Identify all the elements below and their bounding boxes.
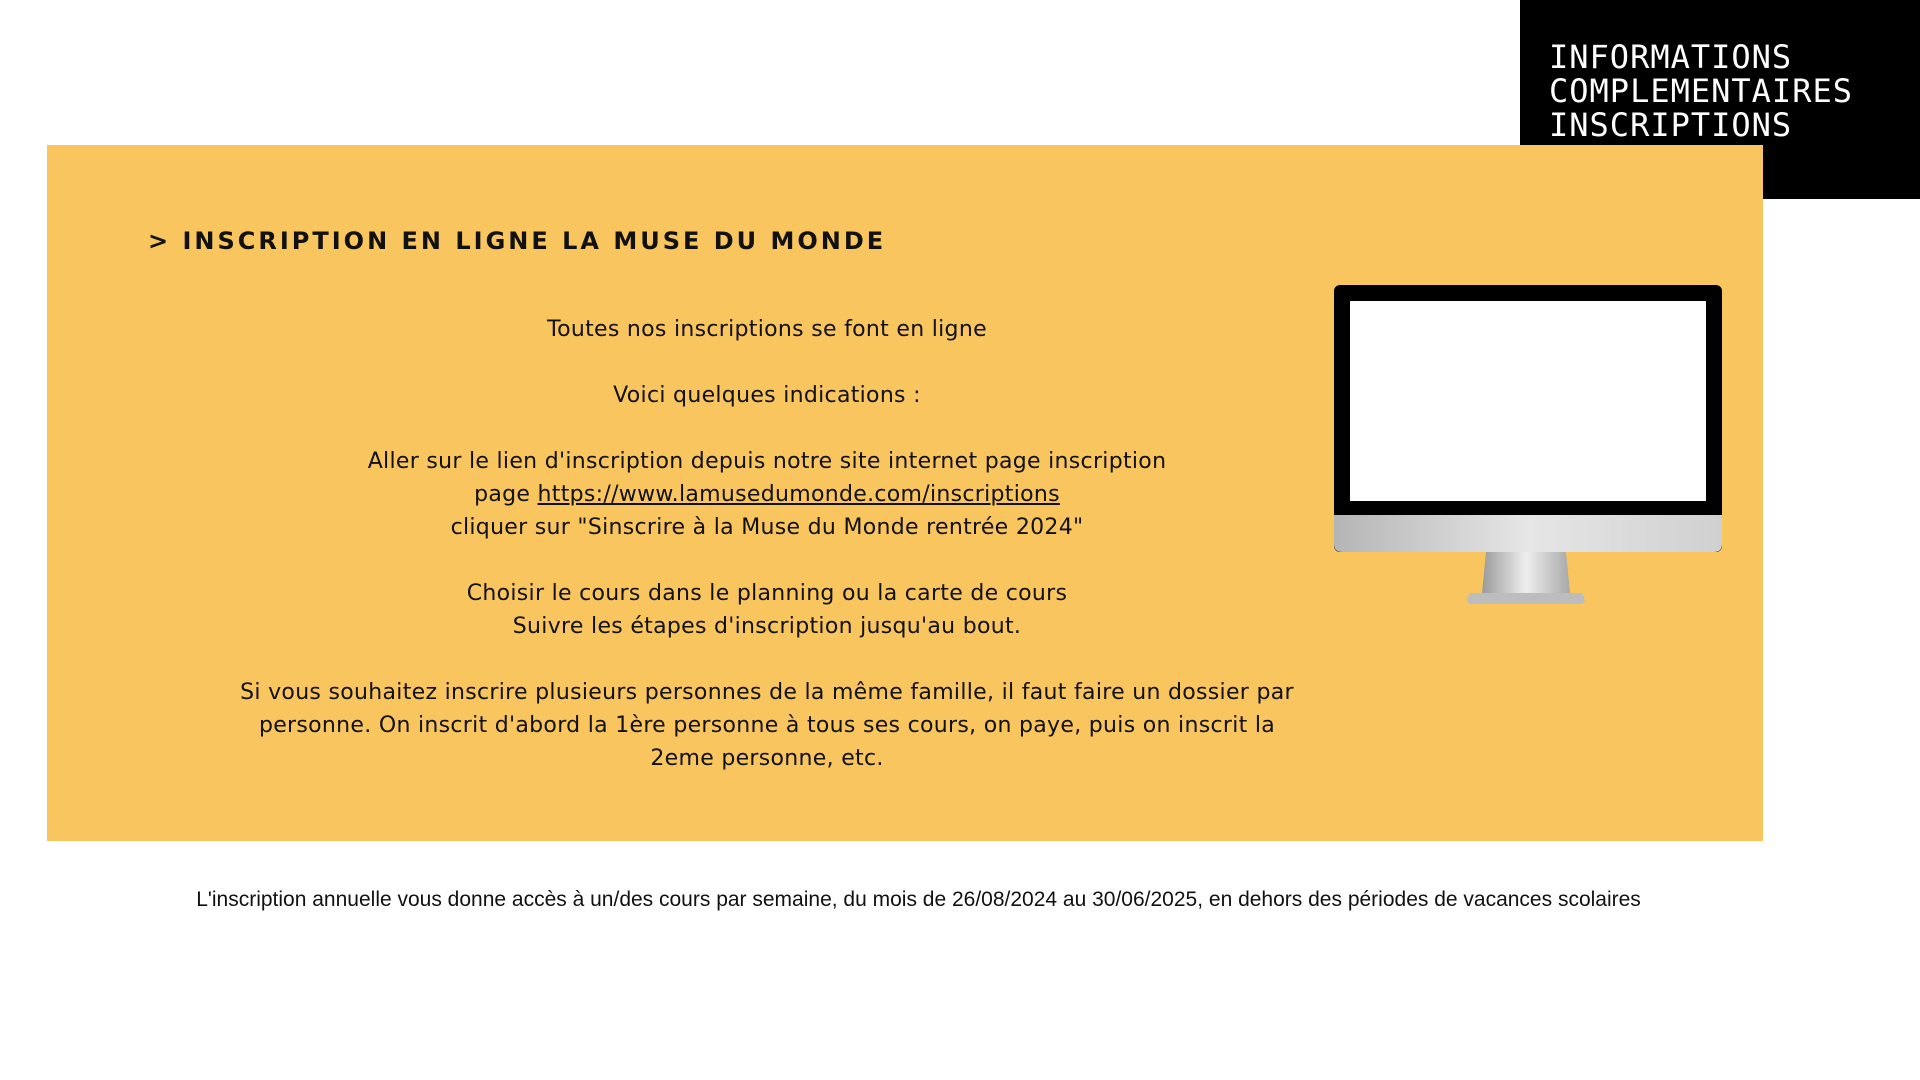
footer-note: L'inscription annuelle vous donne accès à un/des cours par semaine, du mois de 26/08/2024 au 30/06/2025, en dehors des périodes de vacances scolaires: [196, 888, 1641, 911]
family-line-2: personne. On inscrit d'abord la 1ère personne à tous ses cours, on paye, puis on inscrit la: [258, 713, 1276, 738]
step-link-line-3: cliquer sur "Sinscrire à la Muse du Monde rentrée 2024": [450, 515, 1084, 540]
corner-heading-line-1: INFORMATIONS: [1549, 38, 1793, 76]
section-title: > INSCRIPTION EN LIGNE LA MUSE DU MONDE: [148, 227, 887, 255]
intro-paragraph: [157, 313, 1377, 346]
indications-text: Voici quelques indications :: [613, 383, 921, 408]
step-course-line-1: Choisir le cours dans le planning ou la carte de cours: [466, 581, 1068, 606]
desktop-monitor-icon: [1334, 285, 1724, 605]
step-link-line-1: Aller sur le lien d'inscription depuis notre site internet page inscription: [367, 449, 1167, 474]
registration-instructions: [157, 313, 1377, 775]
step-link-paragraph: [157, 445, 1377, 544]
intro-text: Toutes nos inscriptions se font en ligne: [547, 317, 987, 342]
step-course-paragraph: [157, 577, 1377, 643]
family-paragraph: [157, 676, 1377, 775]
indications-paragraph: [157, 379, 1377, 412]
inscriptions-link[interactable]: https://www.lamusedumonde.com/inscriptions: [537, 482, 1060, 507]
family-line-3: 2eme personne, etc.: [650, 746, 884, 771]
registration-panel: [47, 145, 1763, 841]
step-link-line-2: [157, 478, 1377, 511]
corner-heading-line-3: INSCRIPTIONS: [1549, 106, 1793, 144]
family-line-1: Si vous souhaitez inscrire plusieurs personnes de la même famille, il faut faire un dossier par: [240, 680, 1294, 705]
corner-heading-line-2: COMPLEMENTAIRES: [1549, 72, 1853, 110]
step-link-prefix: page: [474, 482, 538, 507]
step-course-line-2: Suivre les étapes d'inscription jusqu'au bout.: [512, 614, 1022, 639]
